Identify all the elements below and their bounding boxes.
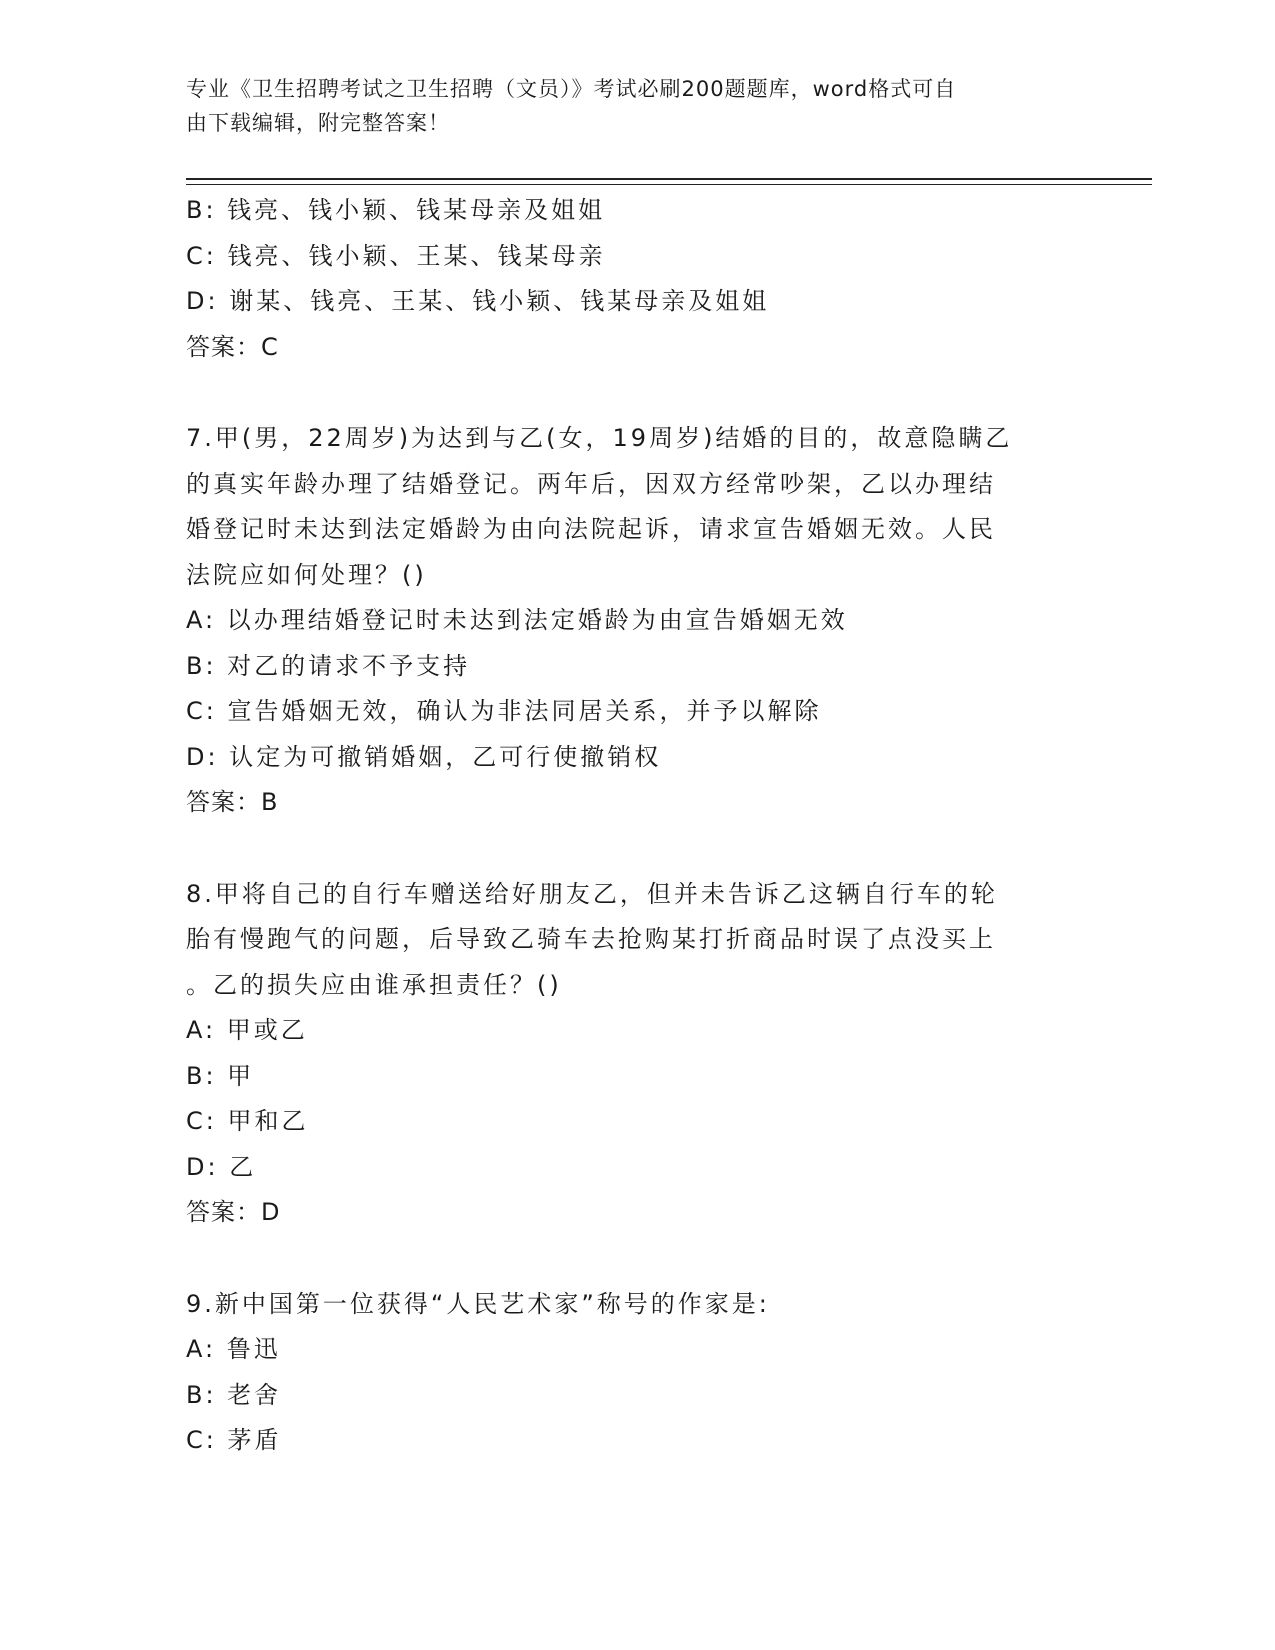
document-header — [186, 72, 1066, 140]
header-line-1: 专业《卫生招聘考试之卫生招聘（文员）》考试必刷200题题库，word格式可自 — [186, 77, 957, 101]
document-body — [186, 188, 1086, 1464]
answer: 答案：D — [186, 1198, 281, 1226]
question-text-line: 7.甲(男，22周岁)为达到与乙(女，19周岁)结婚的目的，故意隐瞒乙 — [186, 424, 1013, 452]
option-c: C: 茅盾 — [186, 1426, 282, 1454]
option-a: A: 甲或乙 — [186, 1016, 308, 1044]
answer: 答案：B — [186, 788, 279, 816]
option-b: B: 钱亮、钱小颖、钱某母亲及姐姐 — [186, 196, 606, 224]
header-line-2: 由下载编辑，附完整答案！ — [186, 111, 450, 135]
option-c: C: 甲和乙 — [186, 1107, 309, 1135]
option-b: B: 老舍 — [186, 1380, 282, 1409]
header-rule-thick — [186, 178, 1152, 180]
option-a: A: 鲁迅 — [186, 1335, 281, 1363]
header-rule-thin — [186, 184, 1152, 185]
question-8 — [186, 872, 1086, 1236]
question-text-line: 9.新中国第一位获得“人民艺术家”称号的作家是: — [186, 1289, 770, 1318]
question-text-line: 法院应如何处理？() — [186, 560, 427, 589]
question-7 — [186, 416, 1086, 826]
question-6-fragment — [186, 188, 1086, 370]
option-b: B: 甲 — [186, 1061, 255, 1090]
answer: 答案：C — [186, 332, 279, 361]
option-a: A: 以办理结婚登记时未达到法定婚龄为由宣告婚姻无效 — [186, 606, 848, 634]
option-d: D: 乙 — [186, 1152, 257, 1181]
option-b: B: 对乙的请求不予支持 — [186, 651, 471, 680]
option-d: D: 谢某、钱亮、王某、钱小颖、钱某母亲及姐姐 — [186, 287, 770, 315]
question-9 — [186, 1282, 1086, 1464]
option-c: C: 钱亮、钱小颖、王某、钱某母亲 — [186, 241, 606, 270]
question-text-line: 的真实年龄办理了结婚登记。两年后，因双方经常吵架，乙以办理结 — [186, 469, 996, 498]
question-text-line: 。乙的损失应由谁承担责任？() — [186, 970, 562, 999]
option-d: D: 认定为可撤销婚姻，乙可行使撤销权 — [186, 742, 662, 771]
question-text-line: 8.甲将自己的自行车赠送给好朋友乙，但并未告诉乙这辆自行车的轮 — [186, 879, 998, 908]
question-text-line: 胎有慢跑气的问题，后导致乙骑车去抢购某打折商品时误了点没买上 — [186, 925, 996, 953]
question-text-line: 婚登记时未达到法定婚龄为由向法院起诉，请求宣告婚姻无效。人民 — [186, 515, 996, 543]
option-c: C: 宣告婚姻无效，确认为非法同居关系，并予以解除 — [186, 697, 822, 725]
